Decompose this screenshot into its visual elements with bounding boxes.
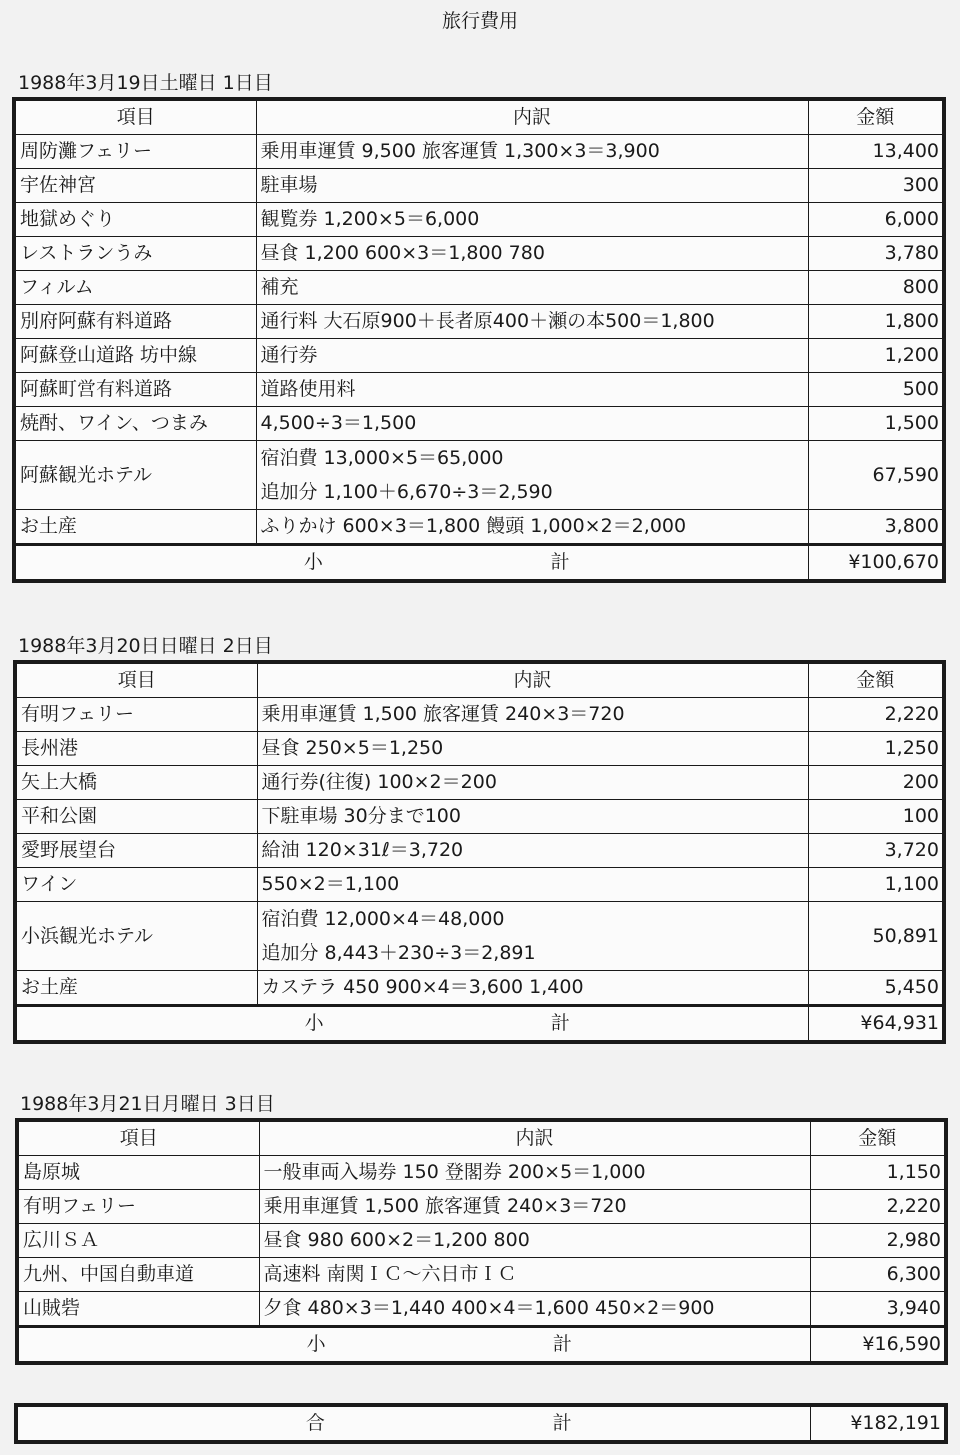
detail-line: 宿泊費 13,000×5＝65,000 bbox=[260, 447, 504, 469]
day-header: 1988年3月19日土曜日 1日目 bbox=[18, 72, 273, 94]
column-header-item: 項目 bbox=[15, 662, 257, 698]
subtotal-label: 小 計 bbox=[15, 1006, 808, 1043]
amount-cell: 3,780 bbox=[808, 237, 944, 271]
detail-cell bbox=[256, 407, 808, 441]
detail-line: 550×2＝1,100 bbox=[261, 873, 400, 895]
table-row bbox=[14, 373, 944, 407]
amount-cell: 100 bbox=[808, 800, 944, 834]
detail-line: 昼食 250×5＝1,250 bbox=[261, 737, 444, 759]
detail-line: 4,500÷3＝1,500 bbox=[260, 412, 417, 434]
column-header-amount: 金額 bbox=[808, 99, 944, 135]
detail-line: 乗用車運賃 1,500 旅客運賃 240×3＝720 bbox=[261, 703, 625, 725]
subtotal-value: ¥100,670 bbox=[808, 545, 944, 582]
item-cell: 地獄めぐり bbox=[14, 203, 256, 237]
item-cell: 矢上大橋 bbox=[15, 766, 257, 800]
detail-cell bbox=[257, 971, 808, 1006]
detail-cell bbox=[259, 1190, 810, 1224]
detail-line: 一般車両入場券 150 登閣券 200×5＝1,000 bbox=[263, 1161, 646, 1183]
amount-cell: 3,800 bbox=[808, 510, 944, 545]
detail-cell bbox=[257, 800, 808, 834]
amount-cell: 2,980 bbox=[810, 1224, 946, 1258]
amount-cell: 1,200 bbox=[808, 339, 944, 373]
table-row bbox=[17, 1156, 946, 1190]
detail-line: 補充 bbox=[260, 276, 299, 298]
table-row bbox=[15, 698, 944, 732]
table-row bbox=[14, 271, 944, 305]
amount-cell: 200 bbox=[808, 766, 944, 800]
item-cell: 平和公園 bbox=[15, 800, 257, 834]
item-cell: 長州港 bbox=[15, 732, 257, 766]
table-row bbox=[14, 510, 944, 545]
table-row bbox=[17, 1292, 946, 1327]
table-row bbox=[14, 407, 944, 441]
detail-cell bbox=[256, 271, 808, 305]
detail-cell bbox=[256, 373, 808, 407]
item-cell: ワイン bbox=[15, 868, 257, 902]
detail-cell bbox=[257, 868, 808, 902]
detail-line: 宿泊費 12,000×4＝48,000 bbox=[261, 908, 505, 930]
day-header: 1988年3月20日日曜日 2日目 bbox=[18, 635, 273, 657]
detail-cell bbox=[259, 1224, 810, 1258]
amount-cell: 300 bbox=[808, 169, 944, 203]
table-row bbox=[15, 766, 944, 800]
detail-line: 下駐車場 30分まで100 bbox=[261, 805, 461, 827]
table-row bbox=[14, 339, 944, 373]
amount-cell: 6,300 bbox=[810, 1258, 946, 1292]
column-header-item: 項目 bbox=[14, 99, 256, 135]
table-row bbox=[17, 1190, 946, 1224]
detail-line: 夕食 480×3＝1,440 400×4＝1,600 450×2＝900 bbox=[263, 1297, 715, 1319]
item-cell: 小浜観光ホテル bbox=[15, 902, 257, 971]
item-cell: 有明フェリー bbox=[17, 1190, 259, 1224]
item-cell: 山賊砦 bbox=[17, 1292, 259, 1327]
amount-cell: 800 bbox=[808, 271, 944, 305]
amount-cell: 1,150 bbox=[810, 1156, 946, 1190]
table-row bbox=[17, 1224, 946, 1258]
item-cell: 島原城 bbox=[17, 1156, 259, 1190]
item-cell: 阿蘇登山道路 坊中線 bbox=[14, 339, 256, 373]
table-row bbox=[14, 135, 944, 169]
table-row bbox=[14, 169, 944, 203]
detail-line: 昼食 1,200 600×3＝1,800 780 bbox=[260, 242, 545, 264]
detail-cell bbox=[259, 1156, 810, 1190]
table-row bbox=[14, 441, 944, 510]
amount-cell: 50,891 bbox=[808, 902, 944, 971]
detail-line: 乗用車運賃 1,500 旅客運賃 240×3＝720 bbox=[263, 1195, 627, 1217]
expense-table bbox=[12, 97, 946, 583]
table-header-row bbox=[17, 1120, 946, 1156]
table-row bbox=[14, 203, 944, 237]
item-cell: 広川ＳＡ bbox=[17, 1224, 259, 1258]
item-cell: 阿蘇観光ホテル bbox=[14, 441, 256, 510]
item-cell: 愛野展望台 bbox=[15, 834, 257, 868]
subtotal-label: 小 計 bbox=[17, 1327, 810, 1364]
detail-line: 道路使用料 bbox=[260, 378, 356, 400]
amount-cell: 67,590 bbox=[808, 441, 944, 510]
table-row bbox=[15, 868, 944, 902]
day-header: 1988年3月21日月曜日 3日目 bbox=[20, 1093, 275, 1115]
subtotal-row bbox=[17, 1327, 946, 1364]
detail-cell bbox=[256, 203, 808, 237]
detail-line: 高速料 南関ＩＣ～六日市ＩＣ bbox=[263, 1263, 517, 1285]
detail-line: 通行料 大石原900＋長者原400＋瀬の本500＝1,800 bbox=[260, 310, 715, 332]
detail-cell bbox=[256, 441, 808, 510]
detail-cell bbox=[256, 237, 808, 271]
item-cell: お土産 bbox=[14, 510, 256, 545]
item-cell: フィルム bbox=[14, 271, 256, 305]
detail-cell bbox=[256, 169, 808, 203]
detail-cell bbox=[259, 1292, 810, 1327]
detail-line: 観覧券 1,200×5＝6,000 bbox=[260, 208, 480, 230]
table-row bbox=[15, 902, 944, 971]
detail-cell bbox=[257, 902, 808, 971]
expense-table bbox=[13, 660, 946, 1044]
item-cell: レストランうみ bbox=[14, 237, 256, 271]
amount-cell: 6,000 bbox=[808, 203, 944, 237]
amount-cell: 1,800 bbox=[808, 305, 944, 339]
detail-cell bbox=[259, 1258, 810, 1292]
table-header-row bbox=[14, 99, 944, 135]
subtotal-row bbox=[15, 1006, 944, 1043]
item-cell: 宇佐神宮 bbox=[14, 169, 256, 203]
item-cell: お土産 bbox=[15, 971, 257, 1006]
detail-cell bbox=[256, 510, 808, 545]
item-cell: 別府阿蘇有料道路 bbox=[14, 305, 256, 339]
amount-cell: 1,500 bbox=[808, 407, 944, 441]
item-cell: 九州、中国自動車道 bbox=[17, 1258, 259, 1292]
grand-total-table bbox=[14, 1403, 948, 1444]
subtotal-value: ¥64,931 bbox=[808, 1006, 944, 1043]
detail-line: 駐車場 bbox=[260, 174, 318, 196]
detail-cell bbox=[256, 305, 808, 339]
item-cell: 阿蘇町営有料道路 bbox=[14, 373, 256, 407]
detail-cell bbox=[257, 834, 808, 868]
amount-cell: 3,940 bbox=[810, 1292, 946, 1327]
detail-line: 乗用車運賃 9,500 旅客運賃 1,300×3＝3,900 bbox=[260, 140, 660, 162]
subtotal-value: ¥16,590 bbox=[810, 1327, 946, 1364]
item-cell: 焼酎、ワイン、つまみ bbox=[14, 407, 256, 441]
grand-total-value: ¥182,191 bbox=[810, 1405, 946, 1442]
item-cell: 有明フェリー bbox=[15, 698, 257, 732]
amount-cell: 2,220 bbox=[810, 1190, 946, 1224]
amount-cell: 1,100 bbox=[808, 868, 944, 902]
page-title: 旅行費用 bbox=[441, 10, 518, 32]
table-row bbox=[15, 732, 944, 766]
detail-cell bbox=[257, 766, 808, 800]
amount-cell: 5,450 bbox=[808, 971, 944, 1006]
detail-cell bbox=[256, 135, 808, 169]
column-header-amount: 金額 bbox=[810, 1120, 946, 1156]
column-header-detail: 内訳 bbox=[257, 662, 808, 698]
table-row bbox=[14, 237, 944, 271]
amount-cell: 13,400 bbox=[808, 135, 944, 169]
detail-line: 通行券(往復) 100×2＝200 bbox=[261, 771, 497, 793]
amount-cell: 500 bbox=[808, 373, 944, 407]
detail-cell bbox=[257, 698, 808, 732]
amount-cell: 1,250 bbox=[808, 732, 944, 766]
detail-line: カステラ 450 900×4＝3,600 1,400 bbox=[261, 976, 584, 998]
grand-total-label: 合 計 bbox=[16, 1405, 810, 1442]
table-header-row bbox=[15, 662, 944, 698]
detail-line: 追加分 8,443＋230÷3＝2,891 bbox=[261, 942, 536, 964]
detail-cell bbox=[257, 732, 808, 766]
table-row bbox=[15, 800, 944, 834]
detail-line: 昼食 980 600×2＝1,200 800 bbox=[263, 1229, 530, 1251]
detail-line: 給油 120×31ℓ＝3,720 bbox=[261, 839, 464, 861]
detail-line: 通行券 bbox=[260, 344, 318, 366]
detail-line: 追加分 1,100＋6,670÷3＝2,590 bbox=[260, 481, 553, 503]
amount-cell: 3,720 bbox=[808, 834, 944, 868]
column-header-amount: 金額 bbox=[808, 662, 944, 698]
column-header-detail: 内訳 bbox=[259, 1120, 810, 1156]
subtotal-row bbox=[14, 545, 944, 582]
expense-table bbox=[15, 1118, 948, 1365]
column-header-detail: 内訳 bbox=[256, 99, 808, 135]
detail-line: ふりかけ 600×3＝1,800 饅頭 1,000×2＝2,000 bbox=[260, 515, 687, 537]
table-row bbox=[17, 1258, 946, 1292]
amount-cell: 2,220 bbox=[808, 698, 944, 732]
item-cell: 周防灘フェリー bbox=[14, 135, 256, 169]
subtotal-label: 小 計 bbox=[14, 545, 808, 582]
detail-cell bbox=[256, 339, 808, 373]
table-row bbox=[15, 834, 944, 868]
table-row bbox=[15, 971, 944, 1006]
table-row bbox=[14, 305, 944, 339]
column-header-item: 項目 bbox=[17, 1120, 259, 1156]
